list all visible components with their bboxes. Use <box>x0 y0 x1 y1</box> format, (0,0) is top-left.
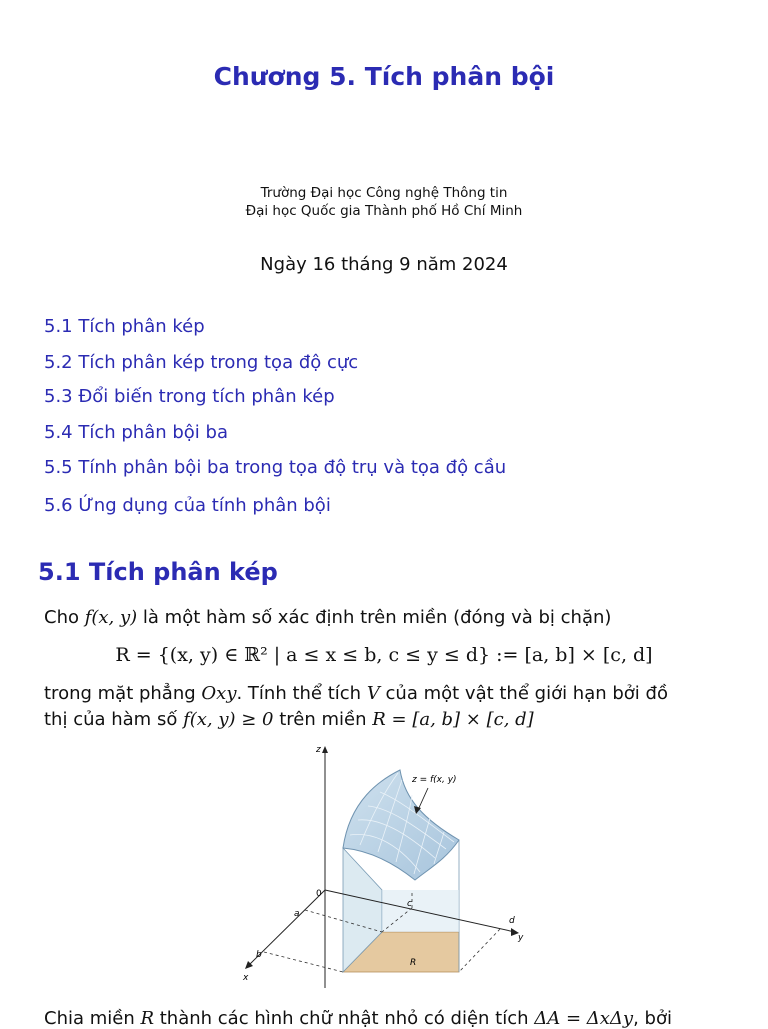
math-inline: V <box>366 683 380 704</box>
toc-link-5-1[interactable]: 5.1 Tích phân kép <box>44 316 205 337</box>
math-inline: ΔA = ΔxΔy <box>534 1008 634 1029</box>
document-title: Chương 5. Tích phân bội <box>213 62 555 91</box>
text: . Tính thể tích <box>236 683 367 704</box>
math-inline: f(x, y) <box>84 607 138 628</box>
label-origin: 0 <box>316 889 322 899</box>
paragraph-4 <box>44 1008 672 1029</box>
toc-link-5-2[interactable]: 5.2 Tích phân kép trong tọa độ cực <box>44 352 359 373</box>
text: , bởi <box>633 1008 672 1029</box>
text: thị của hàm số <box>44 709 184 730</box>
toc-link-5-6[interactable]: 5.6 Ứng dụng của tính phân bội <box>44 495 331 516</box>
text: của một vật thể giới hạn bởi đồ <box>379 683 668 704</box>
display-formula: R = {(x, y) ∈ ℝ² | a ≤ x ≤ b, c ≤ y ≤ d} := [a, b] × [c, d] <box>115 644 653 666</box>
toc-link-5-5[interactable]: 5.5 Tính phân bội ba trong tọa độ trụ và tọa độ cầu <box>44 457 507 478</box>
math-inline: f(x, y) ≥ 0 <box>183 709 274 730</box>
label-c: c <box>407 899 412 909</box>
math-inline: R = [a, b] × [c, d] <box>372 709 534 730</box>
section-heading: 5.1 Tích phân kép <box>38 558 278 586</box>
document-date: Ngày 16 tháng 9 năm 2024 <box>260 254 508 275</box>
label-y: y <box>518 933 524 943</box>
label-x: x <box>243 973 249 983</box>
label-a: a <box>294 909 300 919</box>
paragraph-3 <box>44 709 534 730</box>
affiliation-line-1: Trường Đại học Công nghệ Thông tin <box>260 185 508 201</box>
toc-link-5-4[interactable]: 5.4 Tích phân bội ba <box>44 422 228 443</box>
label-z: z <box>316 745 321 755</box>
label-b: b <box>256 950 262 960</box>
surface-over-region-figure <box>230 740 550 1000</box>
affiliation-line-2: Đại học Quốc gia Thành phố Hồ Chí Minh <box>245 203 523 219</box>
label-pointer <box>418 788 428 810</box>
affiliation <box>0 184 768 220</box>
paragraph-2 <box>44 683 668 704</box>
toc-link-5-3[interactable]: 5.3 Đổi biến trong tích phân kép <box>44 386 335 407</box>
paragraph-1 <box>44 607 611 628</box>
label-r: R <box>410 958 417 968</box>
text: trong mặt phẳng <box>44 683 202 704</box>
label-d: d <box>509 916 515 926</box>
math-inline: Oxy <box>201 683 237 704</box>
text: trên miền <box>273 709 373 730</box>
text: là một hàm số xác định trên miền (đóng và bị chặn) <box>137 607 612 628</box>
label-surface: z = f(x, y) <box>412 775 457 785</box>
text: Chia miền <box>44 1008 141 1029</box>
z-axis-arrow <box>322 746 328 753</box>
math-inline: R <box>140 1008 155 1029</box>
text: Cho <box>44 607 85 628</box>
surface <box>343 770 459 880</box>
text: thành các hình chữ nhật nhỏ có diện tích <box>154 1008 535 1029</box>
figure-svg <box>230 740 550 1000</box>
